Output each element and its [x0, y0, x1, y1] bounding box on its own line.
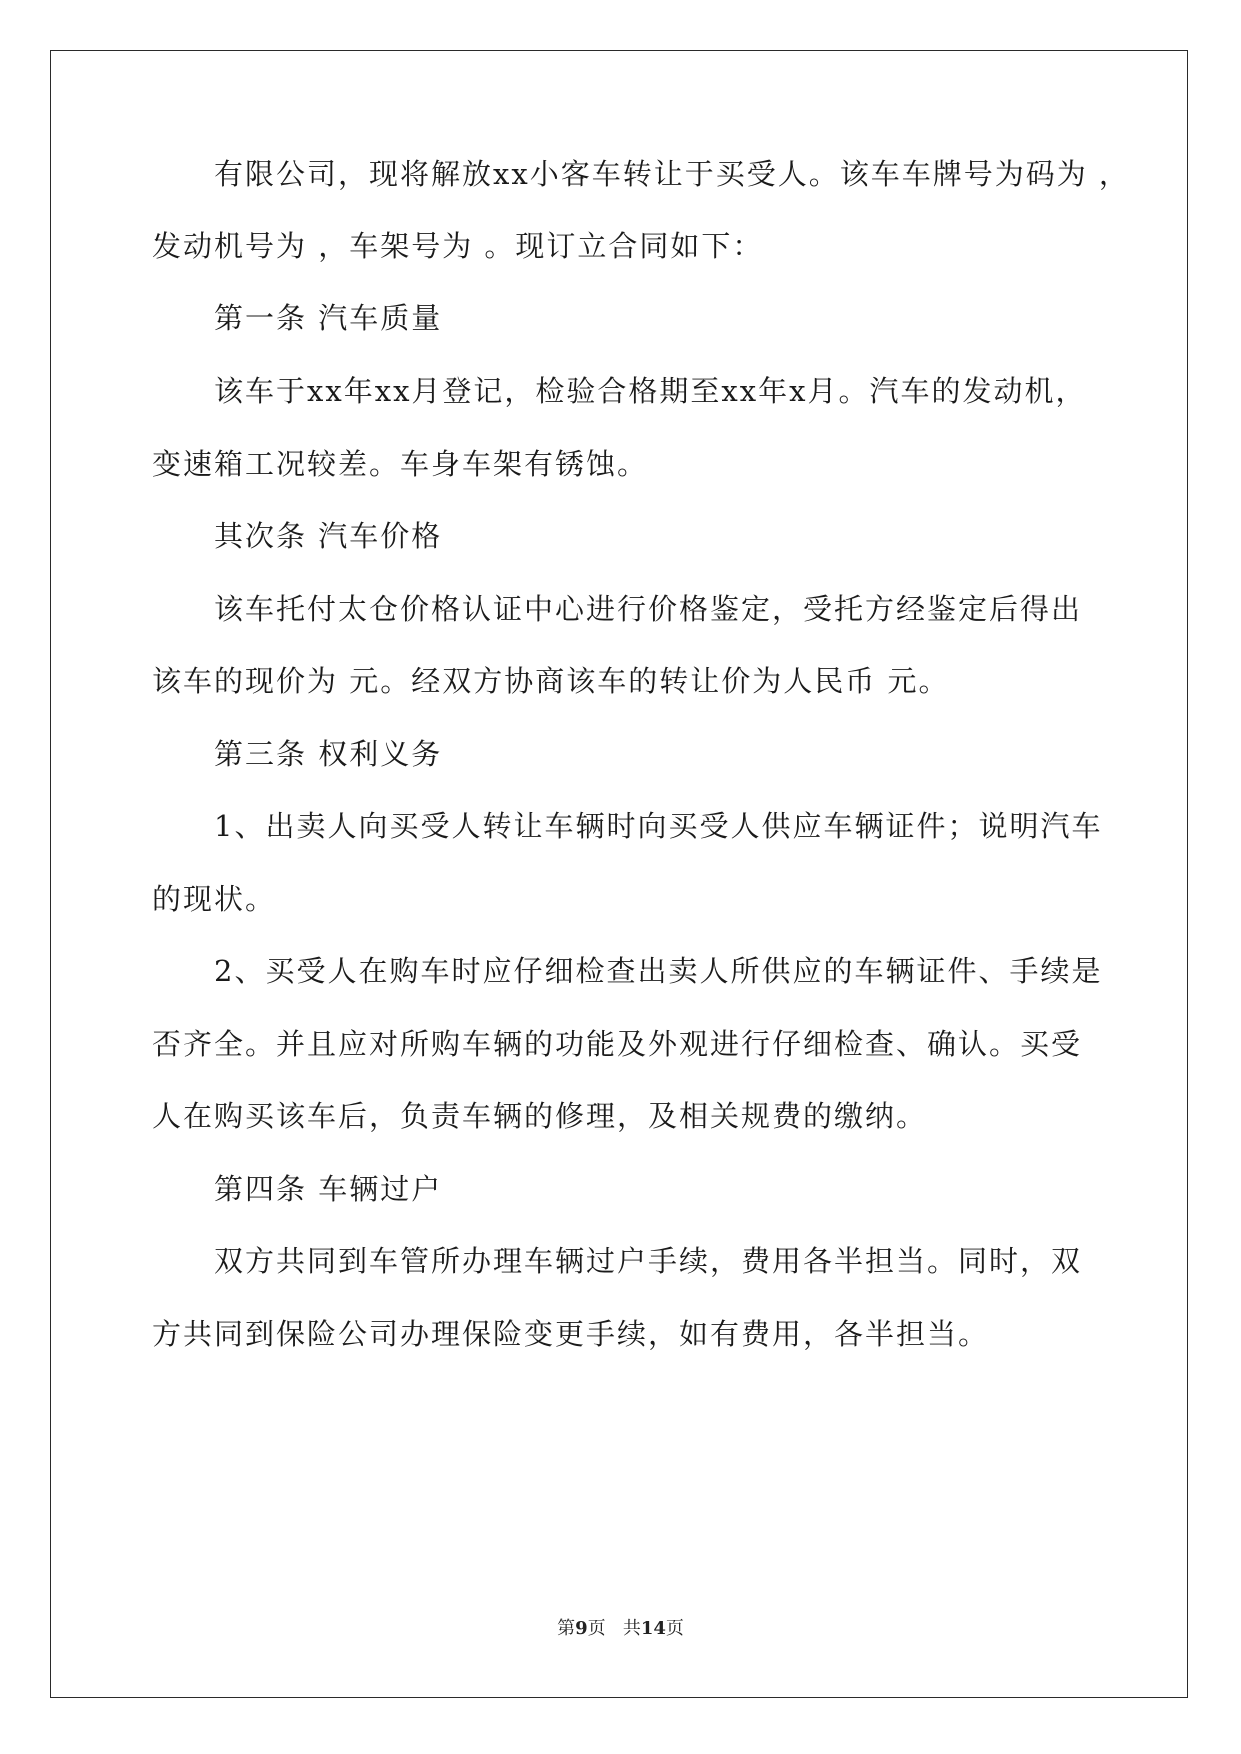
- paragraph-line: 有限公司，现将解放xx小客车转让于买受人。该车车牌号为码为 ，: [214, 157, 1130, 191]
- current-page-number: 9: [575, 1618, 588, 1639]
- paragraph-line: 双方共同到车管所办理车辆过户手续，费用各半担当。同时，双: [214, 1244, 1083, 1278]
- paragraph-line: 1、出卖人向买受人转让车辆时向买受人供应车辆证件；说明汽车: [214, 809, 1103, 843]
- paragraph-line: 否齐全。并且应对所购车辆的功能及外观进行仔细检查、确认。买受: [152, 1027, 1083, 1061]
- footer-prefix: 第: [557, 1618, 576, 1639]
- section-heading: 其次条 汽车价格: [214, 519, 443, 553]
- paragraph-line: 该车托付太仓价格认证中心进行价格鉴定，受托方经鉴定后得出: [214, 592, 1083, 626]
- paragraph-line: 发动机号为 ，车架号为 。现订立合同如下：: [152, 229, 764, 263]
- page-footer: [0, 1617, 1241, 1641]
- paragraph-line: 变速箱工况较差。车身车架有锈蚀。: [152, 447, 649, 481]
- section-heading: 第一条 汽车质量: [214, 301, 443, 335]
- footer-total-prefix: 共: [622, 1618, 641, 1639]
- footer-total-unit: 页: [665, 1618, 684, 1639]
- paragraph-line: 的现状。: [152, 882, 277, 916]
- paragraph-line: 该车于xx年xx月登记，检验合格期至xx年x月。汽车的发动机，: [214, 374, 1087, 408]
- section-heading: 第三条 权利义务: [214, 737, 443, 771]
- paragraph-line: 方共同到保险公司办理保险变更手续，如有费用，各半担当。: [152, 1317, 990, 1351]
- paragraph-line: 人在购买该车后，负责车辆的修理，及相关规费的缴纳。: [152, 1099, 928, 1133]
- total-page-count: 14: [640, 1618, 666, 1639]
- section-heading: 第四条 车辆过户: [214, 1172, 443, 1206]
- paragraph-line: 2、买受人在购车时应仔细检查出卖人所供应的车辆证件、手续是: [214, 954, 1103, 988]
- footer-page-unit: 页: [587, 1618, 606, 1639]
- paragraph-line: 该车的现价为 元。经双方协商该车的转让价为人民币 元。: [152, 664, 950, 698]
